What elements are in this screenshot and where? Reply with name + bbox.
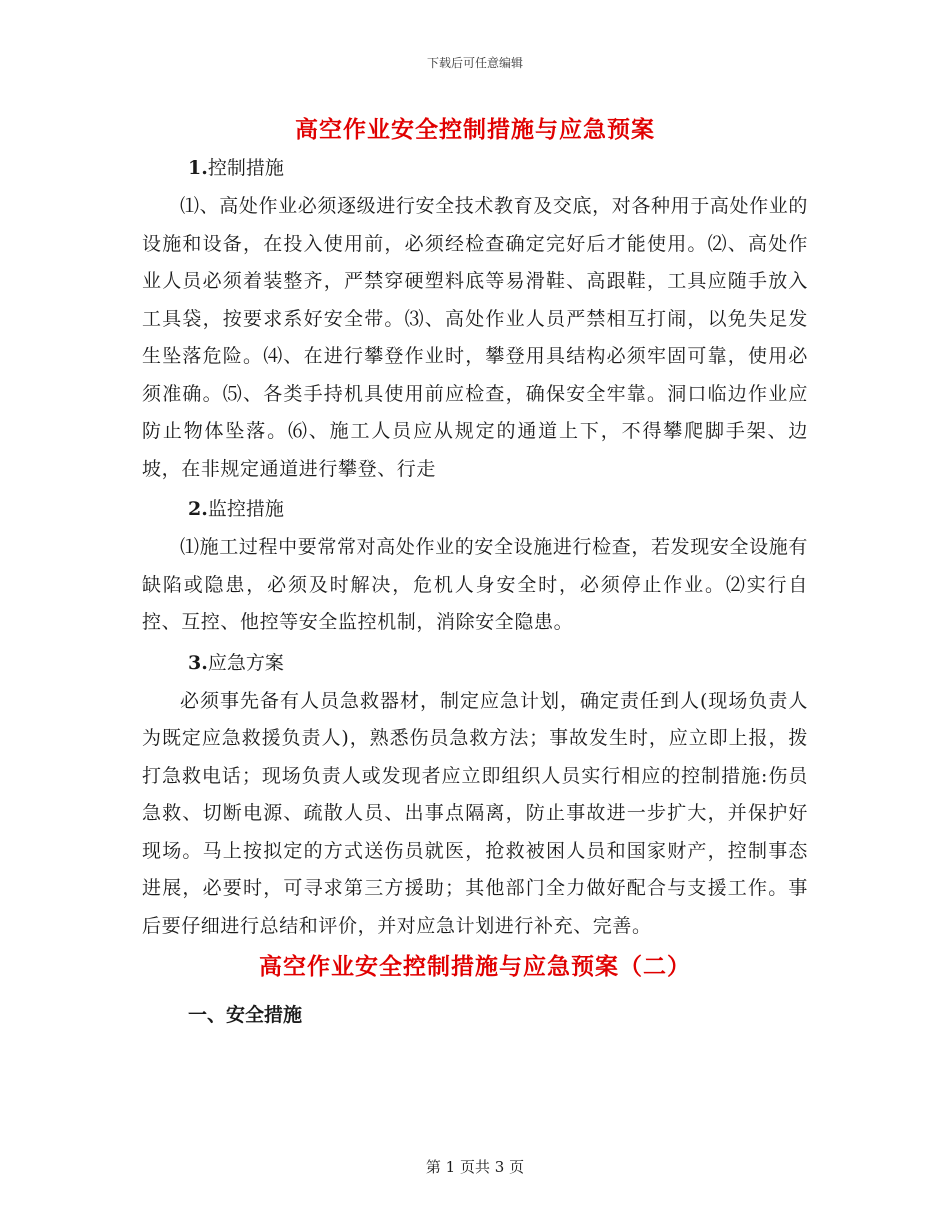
section-heading-label: 控制措施: [207, 157, 284, 179]
section-number: 1.: [188, 157, 208, 179]
section-heading-label: 应急方案: [207, 651, 284, 674]
section-number: 2.: [188, 498, 208, 520]
document-body: [142, 112, 808, 1035]
second-document-title: 高空作业安全控制措施与应急预案（二）: [259, 953, 691, 980]
section-heading-label: 监控措施: [207, 498, 284, 520]
section-body-monitor: ⑴施工过程中要常常对高处作业的安全设施进行检查，若发现安全设施有缺陷或隐患，必须及时解决，危机人身安全时，必须停止作业。⑵实行自控、互控、他控等安全监控机制，消除安全隐患。: [142, 536, 808, 633]
section-body-emergency: 必须事先备有人员急救器材，制定应急计划，确定责任到人(现场负责人为既定应急救援负责人)，熟悉伤员急救方法；事故发生时，应立即上报，拨打急救电话；现场负责人或发现者应立即组织人员实行相应的控制措施:伤员急救、切断电源、疏散人员、出事点隔离，防止事故进一步扩大，并保护好现场。马上按拟定的方式送伤员就医，抢救被困人员和国家财产，控制事态进展，必要时，可寻求第三方援助；其他部门全力做好配合与支援工作。事后要仔细进行总结和评价，并对应急计划进行补充、完善。: [142, 689, 808, 937]
section-number: 3.: [188, 651, 208, 674]
section-body-control: ⑴、高处作业必须逐级进行安全技术教育及交底，对各种用于高处作业的设施和设备，在投入使用前，必须经检查确定完好后才能使用。⑵、高处作业人员必须着装整齐，严禁穿硬塑料底等易滑鞋、高跟鞋，工具应随手放入工具袋，按要求系好安全带。⑶、高处作业人员严禁相互打闹，以免失足发生坠落危险。⑷、在进行攀登作业时，攀登用具结构必须牢固可靠，使用必须准确。⑸、各类手持机具使用前应检查，确保安全牢靠。洞口临边作业应防止物体坠落。⑹、施工人员应从规定的通道上下，不得攀爬脚手架、边坡，在非规定通道进行攀登、行走: [142, 195, 808, 480]
page-footer: 第 1 页共 3 页: [425, 1158, 525, 1176]
section-heading-monitor: [142, 491, 808, 527]
page-header: 下载后可任意编辑: [426, 56, 523, 70]
section-heading-emergency: [142, 645, 808, 681]
document-title: 高空作业安全控制措施与应急预案: [295, 116, 655, 143]
safety-measures-heading: 一、安全措施: [188, 1004, 303, 1026]
section-heading-control: [142, 150, 808, 186]
